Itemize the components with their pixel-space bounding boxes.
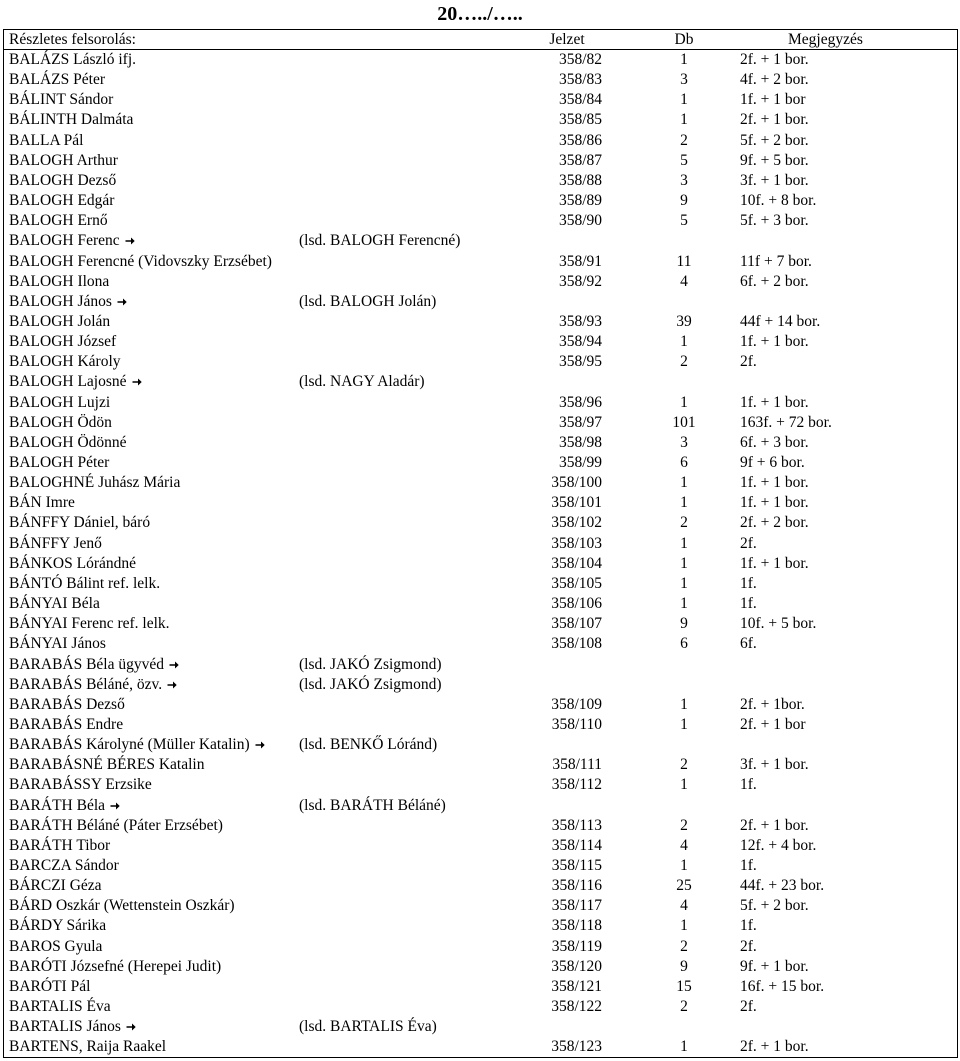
row-count: 1: [680, 715, 688, 733]
row-count: 39: [676, 312, 692, 330]
row-note: 163f. + 72 bor.: [740, 413, 832, 431]
table-row: [4, 695, 957, 715]
row-code: 358/88: [558, 171, 602, 189]
row-count: 1: [680, 695, 688, 713]
row-code: 358/114: [551, 836, 602, 854]
table-row: [4, 816, 957, 836]
row-code: 358/112: [551, 776, 602, 794]
row-name: [9, 896, 235, 916]
table-row: [4, 1037, 957, 1057]
row-see-reference: (lsd. BARTALIS Éva): [299, 1018, 437, 1036]
row-count: 1: [680, 1038, 688, 1056]
header-name: Részletes felsorolás:: [9, 31, 136, 48]
row-name: [9, 715, 123, 735]
table-row: [4, 312, 957, 332]
arrow-right-icon: [110, 801, 120, 811]
row-code: 358/115: [551, 857, 602, 874]
table-row: [4, 755, 957, 775]
row-note: 1f.: [740, 595, 757, 613]
row-code: 358/107: [551, 615, 602, 633]
arrow-right-icon: [255, 740, 265, 750]
row-count: 1: [680, 111, 688, 129]
row-name-text: BALOGH Ödönné: [9, 433, 127, 451]
table-row: [4, 393, 957, 413]
table-row: [4, 272, 957, 292]
row-name-text: BALOGH Ilona: [9, 272, 110, 290]
row-note: 9f. + 5 bor.: [740, 151, 809, 169]
row-code: 358/99: [558, 454, 602, 471]
row-name-text: BALOGH Ernő: [9, 212, 108, 230]
row-name-text: BARÓTI Pál: [9, 977, 91, 995]
row-note: 16f. + 15 bor.: [740, 977, 825, 995]
row-code: 358/93: [558, 312, 602, 330]
row-name-text: BALOGHNÉ Juhász Mária: [9, 474, 181, 492]
row-code: 358/102: [551, 514, 602, 532]
page-date-line: 20…../…..: [437, 3, 523, 25]
row-count: 2: [680, 998, 688, 1016]
arrow-right-icon: [169, 660, 179, 670]
table-row: [4, 513, 957, 533]
row-count: 9: [680, 615, 688, 633]
row-name-text: BALOGH Arthur: [9, 151, 118, 169]
arrow-right-icon: [117, 297, 127, 307]
table-row: [4, 131, 957, 151]
row-code: 358/108: [551, 635, 602, 653]
table-row: [4, 231, 957, 251]
header-note: Megjegyzés: [788, 31, 863, 48]
table-row: [4, 896, 957, 916]
row-name: [9, 513, 150, 533]
row-code: 358/120: [551, 957, 602, 975]
table-row: [4, 957, 957, 977]
row-name-text: BALÁZS László ifj.: [9, 51, 136, 68]
row-note: 5f. + 2 bor.: [740, 131, 809, 149]
row-name-text: BALOGH Lajosné: [9, 373, 127, 391]
table-row: [4, 1017, 957, 1037]
row-code: 358/91: [558, 252, 602, 270]
row-code: 358/104: [551, 554, 602, 572]
row-note: 3f. + 1 bor.: [740, 756, 809, 774]
row-count: 11: [676, 252, 692, 270]
row-name: [9, 775, 152, 795]
row-count: 2: [680, 353, 688, 371]
table-header: [4, 30, 957, 50]
row-name: [9, 332, 116, 352]
row-name-text: BÁRD Oszkár (Wettenstein Oszkár): [9, 897, 235, 915]
row-count: 4: [680, 897, 688, 915]
row-name-text: BÁNTÓ Bálint ref. lelk.: [9, 574, 161, 592]
row-count: 1: [680, 333, 688, 351]
row-name: [9, 937, 102, 957]
row-count: 5: [680, 151, 688, 169]
row-name: [9, 856, 119, 876]
table-row: [4, 715, 957, 735]
table-row: [4, 110, 957, 130]
row-name: [9, 1017, 136, 1037]
row-code: 358/86: [558, 131, 602, 149]
row-count: 1: [680, 574, 688, 592]
row-count: 3: [680, 171, 688, 189]
row-note: 1f. + 1 bor.: [740, 474, 809, 492]
row-name: [9, 997, 111, 1017]
row-count: 3: [680, 433, 688, 451]
table-row: [4, 90, 957, 110]
row-name-text: BÁNYAI János: [9, 635, 106, 653]
row-name: [9, 433, 127, 453]
row-name-text: BARÁTH Tibor: [9, 836, 111, 854]
row-name-text: BÁLINTH Dalmáta: [9, 111, 134, 129]
table-row: [4, 352, 957, 372]
row-name-text: BARABÁSNÉ BÉRES Katalin: [9, 756, 205, 774]
row-name: [9, 816, 223, 836]
table-row: [4, 493, 957, 513]
row-name: [9, 634, 106, 654]
row-name: [9, 231, 135, 251]
row-note: 12f. + 4 bor.: [740, 836, 817, 854]
row-name: [9, 675, 177, 695]
table-row: [4, 937, 957, 957]
row-note: 2f.: [740, 534, 757, 552]
row-name-text: BARTALIS János: [9, 1018, 121, 1036]
table-row: [4, 916, 957, 936]
row-code: 358/90: [558, 212, 602, 230]
row-count: 2: [680, 937, 688, 955]
row-note: 2f. + 1 bor.: [740, 111, 809, 129]
row-count: 1: [680, 776, 688, 794]
row-note: 6f. + 2 bor.: [740, 272, 809, 290]
row-name-text: BALOGH János: [9, 292, 112, 310]
row-name: [9, 352, 121, 372]
row-code: 358/105: [551, 574, 602, 592]
row-see-reference: (lsd. NAGY Aladár): [299, 373, 425, 391]
row-name: [9, 372, 142, 392]
row-code: 358/113: [551, 816, 602, 834]
row-count: 4: [680, 272, 688, 290]
row-name-text: BALOGH Károly: [9, 353, 121, 371]
row-code: 358/109: [551, 695, 602, 713]
row-code: 358/83: [558, 71, 602, 89]
table-row: [4, 977, 957, 997]
row-note: 2f. + 1bor.: [740, 695, 805, 713]
row-name-text: BALOGH Edgár: [9, 192, 115, 210]
row-name-text: BALOGH Péter: [9, 454, 110, 471]
row-name: [9, 534, 102, 554]
row-name: [9, 554, 136, 574]
row-code: 358/92: [558, 272, 602, 290]
table-row: [4, 675, 957, 695]
table-row: [4, 574, 957, 594]
row-see-reference: (lsd. JAKÓ Zsigmond): [299, 655, 442, 673]
row-name-text: BARABÁS Béla ügyvéd: [9, 655, 164, 673]
row-note: 1f. + 1 bor.: [740, 333, 809, 351]
table-row: [4, 413, 957, 433]
row-name-text: BARTENS, Raija Raakel: [9, 1038, 167, 1056]
table-row: [4, 211, 957, 231]
header-count: Db: [674, 31, 694, 48]
arrow-right-icon: [167, 680, 177, 690]
row-note: 44f + 14 bor.: [740, 312, 821, 330]
row-note: 9f. + 1 bor.: [740, 957, 809, 975]
row-name-text: BARTALIS Éva: [9, 998, 111, 1016]
row-name: [9, 735, 265, 755]
table-row: [4, 775, 957, 795]
table-row: [4, 594, 957, 614]
row-code: 358/94: [558, 333, 602, 351]
table-row: [4, 372, 957, 392]
table-row: [4, 252, 957, 272]
row-count: 2: [680, 816, 688, 834]
row-count: 25: [676, 877, 692, 895]
row-count: 1: [680, 393, 688, 411]
row-code: 358/123: [551, 1038, 602, 1056]
row-name: [9, 655, 179, 675]
row-name: [9, 876, 102, 896]
row-note: 1f. + 1 bor.: [740, 554, 809, 572]
row-note: 1f.: [740, 857, 757, 874]
row-name-text: BARABÁS Endre: [9, 715, 124, 733]
row-see-reference: (lsd. JAKÓ Zsigmond): [299, 675, 442, 693]
table-row: [4, 554, 957, 574]
row-name-text: BARÓTI Józsefné (Herepei Judit): [9, 957, 222, 975]
row-name-text: BALLA Pál: [9, 131, 84, 149]
row-name-text: BÁRCZI Géza: [9, 877, 102, 895]
row-name: [9, 755, 204, 775]
row-code: 358/100: [551, 474, 602, 492]
arrow-right-icon: [132, 377, 142, 387]
row-name-text: BARABÁS Béláné, özv.: [9, 675, 163, 693]
row-name: [9, 594, 100, 614]
row-note: 2f. + 2 bor.: [740, 514, 809, 532]
row-name-text: BARABÁS Dezső: [9, 695, 125, 713]
row-count: 2: [680, 514, 688, 532]
row-name-text: BÁRDY Sárika: [9, 917, 107, 935]
row-count: 6: [680, 454, 688, 471]
row-code: 358/84: [558, 91, 602, 109]
row-note: 1f. + 1 bor.: [740, 393, 809, 411]
table-row: [4, 614, 957, 634]
row-name: [9, 292, 127, 312]
row-count: 9: [680, 957, 688, 975]
row-see-reference: (lsd. BALOGH Ferencné): [299, 232, 461, 250]
table-row: [4, 796, 957, 816]
row-see-reference: (lsd. BENKŐ Lóránd): [299, 736, 438, 754]
row-name-text: BALOGH Ferencné (Vidovszky Erzsébet): [9, 252, 272, 270]
row-name-text: BARABÁS Károlyné (Müller Katalin): [9, 736, 250, 754]
row-name: [9, 171, 116, 191]
table-row: [4, 655, 957, 675]
row-code: 358/117: [551, 897, 602, 915]
row-name: [9, 252, 272, 272]
row-count: 9: [680, 192, 688, 210]
row-name: [9, 272, 109, 292]
row-name: [9, 796, 120, 816]
table-row: [4, 453, 957, 473]
row-name-text: BÁNFFY Dániel, báró: [9, 514, 151, 532]
row-name: [9, 916, 106, 936]
row-count: 5: [680, 212, 688, 230]
row-code: 358/101: [551, 494, 602, 512]
row-note: 4f. + 2 bor.: [740, 71, 809, 89]
row-note: 9f + 6 bor.: [740, 454, 805, 471]
row-note: 1f. + 1 bor.: [740, 494, 809, 512]
inventory-table: [3, 29, 958, 1058]
table-row: [4, 473, 957, 493]
row-code: 358/122: [551, 998, 602, 1016]
row-name: [9, 695, 125, 715]
row-code: 358/118: [551, 917, 602, 935]
row-note: 11f + 7 bor.: [740, 252, 812, 270]
row-name: [9, 957, 221, 977]
row-name-text: BALÁZS Péter: [9, 71, 106, 89]
row-count: 1: [680, 917, 688, 935]
row-note: 44f. + 23 bor.: [740, 877, 825, 895]
header-code: Jelzet: [549, 31, 585, 48]
row-count: 1: [680, 857, 688, 874]
row-code: 358/106: [551, 595, 602, 613]
row-name: [9, 413, 112, 433]
row-note: 2f. + 1 bor: [740, 715, 806, 733]
row-note: 1f. + 1 bor: [740, 91, 806, 109]
row-name-text: BÁNFFY Jenő: [9, 534, 102, 552]
row-note: 10f. + 8 bor.: [740, 192, 817, 210]
row-count: 3: [680, 71, 688, 89]
row-note: 2f.: [740, 998, 757, 1016]
row-note: 6f.: [740, 635, 757, 653]
row-note: 6f. + 3 bor.: [740, 433, 809, 451]
row-note: 2f.: [740, 937, 757, 955]
row-name: [9, 614, 170, 634]
row-code: 358/111: [552, 756, 602, 774]
row-count: 1: [680, 474, 688, 492]
row-note: 2f.: [740, 353, 757, 371]
row-name: [9, 1037, 166, 1057]
row-code: 358/121: [551, 977, 602, 995]
row-note: 2f. + 1 bor.: [740, 51, 809, 68]
row-count: 101: [672, 413, 696, 431]
row-code: 358/110: [551, 715, 602, 733]
table-row: [4, 50, 957, 70]
row-name-text: BÁN Imre: [9, 494, 75, 512]
table-row: [4, 997, 957, 1017]
row-count: 1: [680, 91, 688, 109]
row-note: 5f. + 2 bor.: [740, 897, 809, 915]
row-count: 2: [680, 756, 688, 774]
row-name-text: BARÁTH Béla: [9, 796, 106, 814]
row-name: [9, 110, 133, 130]
row-code: 358/87: [558, 151, 602, 169]
row-name: [9, 50, 136, 70]
row-code: 358/85: [558, 111, 602, 129]
row-name: [9, 453, 109, 473]
row-note: 10f. + 5 bor.: [740, 615, 817, 633]
row-count: 6: [680, 635, 688, 653]
table-row: [4, 534, 957, 554]
row-count: 1: [680, 534, 688, 552]
row-see-reference: (lsd. BALOGH Jolán): [299, 292, 437, 310]
row-name-text: BÁLINT Sándor: [9, 91, 114, 109]
row-count: 1: [680, 595, 688, 613]
row-name: [9, 151, 118, 171]
arrow-right-icon: [125, 236, 135, 246]
row-name-text: BALOGH Dezső: [9, 171, 117, 189]
row-name-text: BALOGH Jolán: [9, 312, 111, 330]
row-code: 358/82: [558, 51, 602, 68]
row-count: 4: [680, 836, 688, 854]
table-row: [4, 70, 957, 90]
row-name-text: BALOGH Lujzi: [9, 393, 111, 411]
row-note: 1f.: [740, 917, 757, 935]
row-count: 1: [680, 51, 688, 68]
row-name-text: BÁNYAI Béla: [9, 595, 100, 613]
row-note: 1f.: [740, 776, 757, 794]
row-name-text: BÁNKOS Lórándné: [9, 554, 136, 572]
table-row: [4, 171, 957, 191]
row-count: 1: [680, 554, 688, 572]
table-row: [4, 856, 957, 876]
row-name: [9, 90, 113, 110]
row-code: 358/89: [558, 192, 602, 210]
table-row: [4, 735, 957, 755]
table-row: [4, 634, 957, 654]
row-name-text: BARÁTH Béláné (Páter Erzsébet): [9, 816, 223, 834]
row-name: [9, 191, 114, 211]
row-name-text: BARABÁSSY Erzsike: [9, 776, 152, 794]
row-code: 358/97: [558, 413, 602, 431]
row-note: 5f. + 3 bor.: [740, 212, 809, 230]
row-note: 1f.: [740, 574, 757, 592]
row-name: [9, 131, 84, 151]
row-name: [9, 574, 160, 594]
row-name: [9, 393, 110, 413]
row-name-text: BÁNYAI Ferenc ref. lelk.: [9, 615, 170, 633]
row-name-text: BALOGH Ödön: [9, 413, 112, 431]
row-name-text: BALOGH Ferenc: [9, 232, 120, 250]
row-count: 15: [676, 977, 692, 995]
row-name-text: BAROS Gyula: [9, 937, 103, 955]
table-row: [4, 433, 957, 453]
table-row: [4, 836, 957, 856]
row-see-reference: (lsd. BARÁTH Béláné): [299, 796, 446, 814]
row-code: 358/116: [551, 877, 602, 895]
row-code: 358/95: [558, 353, 602, 371]
row-name: [9, 473, 180, 493]
row-name-text: BARCZA Sándor: [9, 857, 119, 874]
row-code: 358/96: [558, 393, 602, 411]
arrow-right-icon: [126, 1022, 136, 1032]
row-count: 1: [680, 494, 688, 512]
table-row: [4, 332, 957, 352]
row-name: [9, 312, 110, 332]
row-name: [9, 211, 108, 231]
row-name: [9, 836, 110, 856]
table-row: [4, 876, 957, 896]
row-name: [9, 493, 75, 513]
row-note: 2f. + 1 bor.: [740, 816, 809, 834]
row-name-text: BALOGH József: [9, 333, 117, 351]
row-note: 3f. + 1 bor.: [740, 171, 809, 189]
row-note: 2f. + 1 bor.: [740, 1038, 809, 1056]
row-code: 358/98: [558, 433, 602, 451]
table-row: [4, 292, 957, 312]
row-count: 2: [680, 131, 688, 149]
row-code: 358/103: [551, 534, 602, 552]
row-name: [9, 70, 105, 90]
table-row: [4, 151, 957, 171]
row-code: 358/119: [551, 937, 602, 955]
row-name: [9, 977, 90, 997]
table-row: [4, 191, 957, 211]
